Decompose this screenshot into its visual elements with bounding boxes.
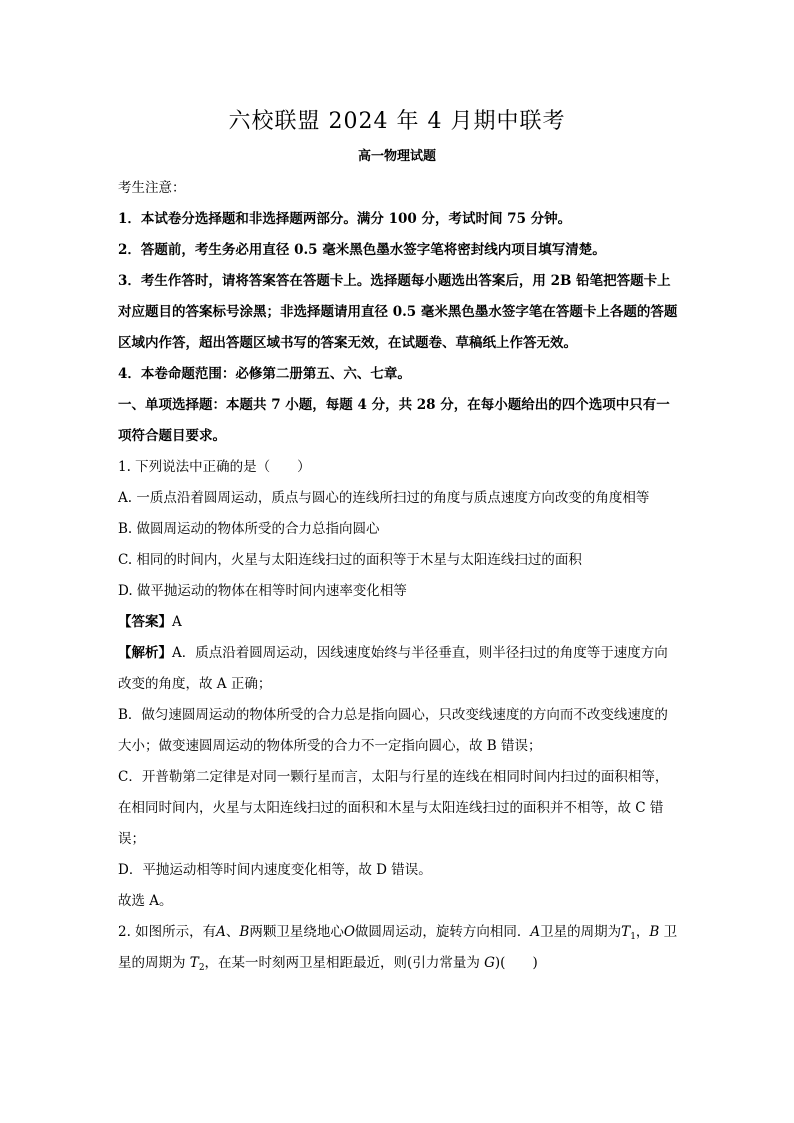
- page-subtitle: 高一物理试题: [357, 149, 436, 164]
- answer-tag: 【答案】: [118, 614, 172, 630]
- var-t: T: [621, 924, 631, 940]
- analysis-d: D．平抛运动相等时间内速度变化相等，故 D 错误。: [118, 862, 432, 878]
- stem-text: 卫星的周期为: [540, 924, 622, 940]
- question-stem: [118, 917, 680, 979]
- stem-text: 卫星的周期为: [118, 924, 678, 971]
- var-g: G: [484, 955, 495, 971]
- answer-value: A: [172, 614, 182, 630]
- var-t: T: [189, 955, 199, 971]
- analysis-tag: 【解析】: [118, 645, 172, 661]
- conclusion: 故选 A。: [118, 893, 173, 909]
- var-a: A: [530, 924, 541, 940]
- stem-text: 2. 如图所示，有: [118, 924, 217, 940]
- var-b: B: [649, 924, 660, 940]
- analysis-c: C．开普勒第二定律是对同一颗行星而言，太阳与行星的连线在相同时间内扫过的面积相等，在相同时间内，火星与太阳连线扫过的面积和木星与太阳连线扫过的面积并不相等，故 C 错误；: [118, 769, 669, 847]
- notice-item: 2．答题前，考生务必用直径 0.5 毫米黑色墨水签字笔将密封线内项目填写清楚。: [118, 242, 606, 258]
- option-b: B. 做圆周运动的物体所受的合力总指向圆心: [118, 521, 380, 537]
- stem-text: ，: [635, 924, 650, 940]
- option-c: C. 相同的时间内，火星与太阳连线扫过的面积等于木星与太阳连线扫过的面积: [118, 552, 582, 568]
- analysis-b: B．做匀速圆周运动的物体所受的合力总是指向圆心，只改变线速度的方向而不改变线速度的大小；做变速圆周运动的物体所受的合力不一定指向圆心，故 B 错误；: [118, 707, 668, 754]
- question-stem: 1. 下列说法中正确的是（ ）: [118, 459, 311, 475]
- analysis-line: [118, 638, 680, 700]
- option-d: D. 做平抛运动的物体在相等时间内速率变化相等: [118, 583, 407, 599]
- page-title: 六校联盟 2024 年 4 月期中联考: [228, 109, 566, 134]
- subscript: 1: [630, 932, 636, 942]
- notice-item: 4．本卷命题范围：必修第二册第五、六、七章。: [118, 366, 411, 382]
- stem-text: 做圆周运动，旋转方向相同．: [354, 924, 531, 940]
- var-b: B: [239, 924, 250, 940]
- stem-text: 两颗卫星绕地心: [249, 924, 344, 940]
- exam-body: [118, 173, 680, 979]
- notice-item: 1．本试卷分选择题和非选择题两部分。满分 100 分，考试时间 75 分钟。: [118, 211, 572, 227]
- notice-item: 3．考生作答时，请将答案答在答题卡上。选择题每小题选出答案后，用 2B 铅笔把答题卡上对应题目的答案标号涂黑；非选择题请用直径 0.5 毫米黑色墨水签字笔在答题卡上各题的答题区域内作答，超出答题区域书写的答案无效，在试题卷、草稿纸上作答无效。: [118, 273, 678, 351]
- stem-text: 、: [225, 924, 240, 940]
- subscript: 2: [198, 963, 205, 973]
- option-a: A. 一质点沿着圆周运动，质点与圆心的连线所扫过的角度与质点速度方向改变的角度相等: [118, 490, 650, 506]
- stem-text: )( ): [494, 955, 538, 971]
- stem-text: ，在某一时刻两卫星相距最近，则(引力常量为: [204, 955, 485, 971]
- analysis-a: A．质点沿着圆周运动，因线速度始终与半径垂直，则半径扫过的角度等于速度方向改变的角度，故 A 正确；: [118, 645, 668, 692]
- var-o: O: [343, 924, 355, 940]
- section-heading: 一、单项选择题：本题共 7 小题，每题 4 分，共 28 分，在每小题给出的四个选项中只有一项符合题目要求。: [118, 397, 670, 444]
- answer-line: [118, 607, 680, 638]
- var-a: A: [216, 924, 226, 940]
- notice-heading: 考生注意：: [118, 180, 186, 196]
